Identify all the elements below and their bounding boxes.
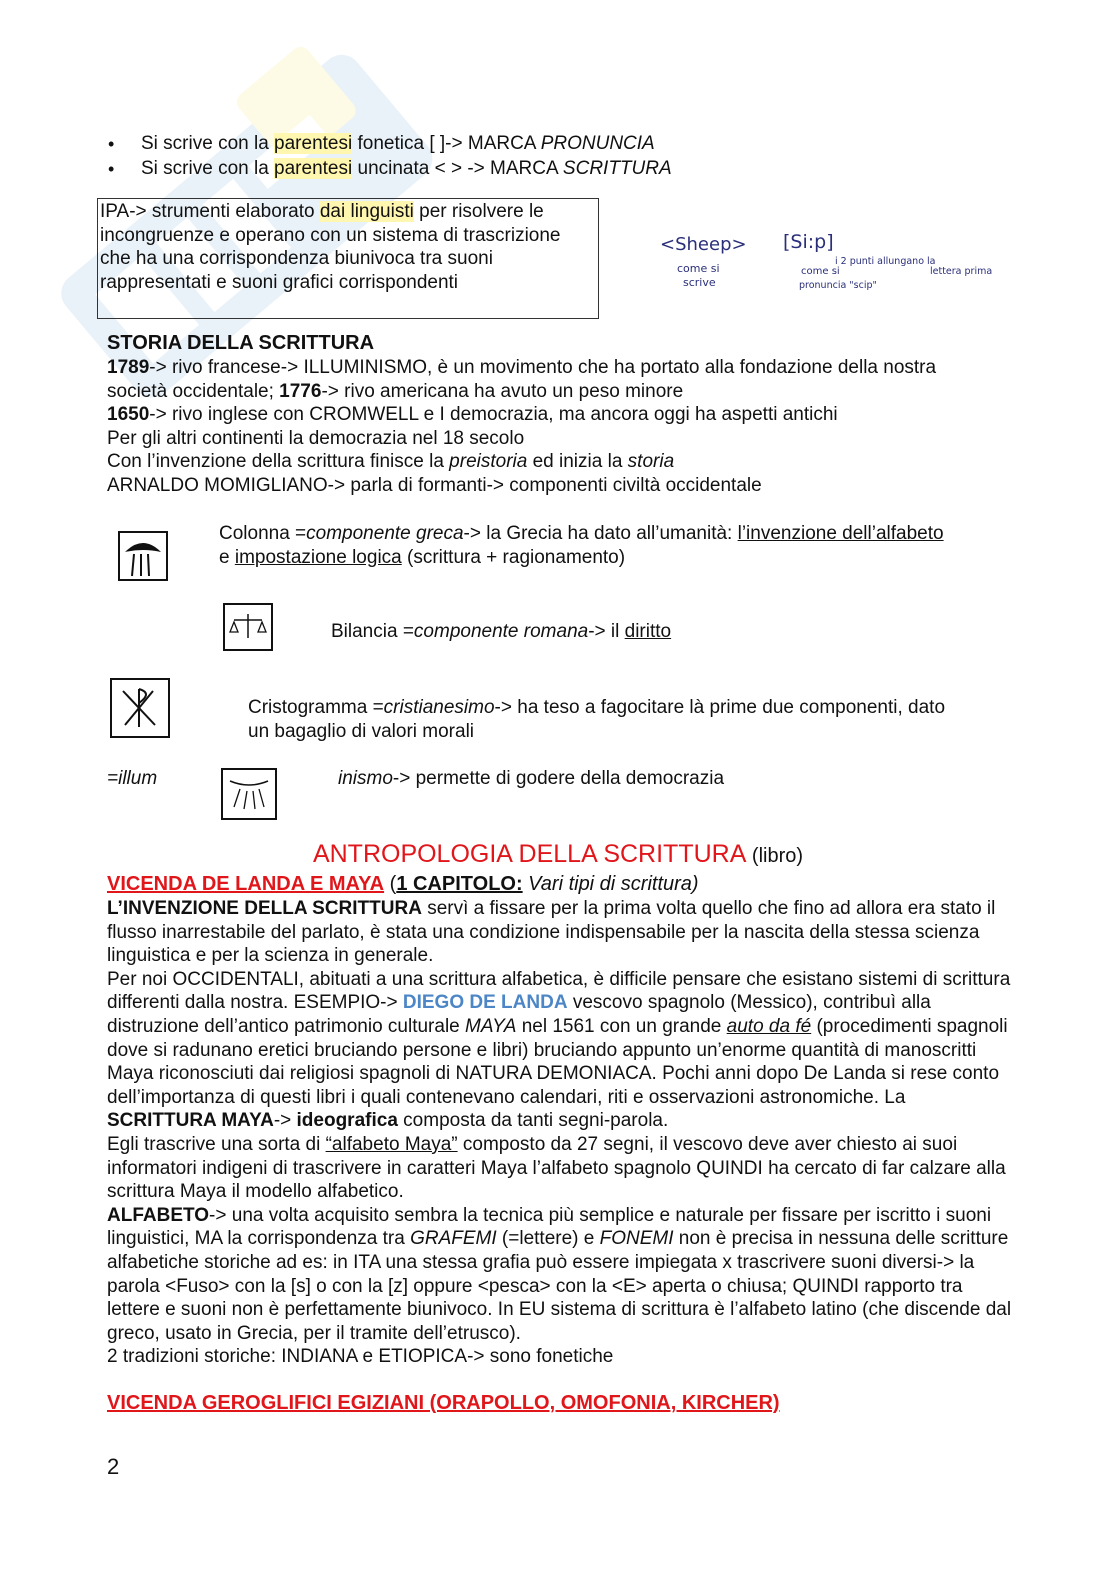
- hand-come-si-pron-2: pronuncia "scip": [799, 280, 877, 291]
- hand-come-si-pron-1: come si: [801, 266, 840, 277]
- scales-icon: [222, 602, 274, 652]
- hand-note: i 2 punti allungano la: [835, 256, 936, 267]
- hand-come-si-scrive-2: scrive: [683, 276, 716, 289]
- chi-rho-icon: [109, 677, 171, 739]
- illum-left-text: =illum: [107, 768, 158, 789]
- hand-sheep: <Sheep>: [660, 234, 747, 255]
- cristogramma-text: Cristogramma =cristianesimo-> ha teso a fagocitare là prime due componenti, dato un bagaglio di valori morali: [248, 697, 946, 742]
- storia-title: STORIA DELLA SCRITTURA: [107, 332, 375, 354]
- hand-come-si-scrive-1: come si: [677, 262, 720, 275]
- paragraph-de-landa: Per noi OCCIDENTALI, abituati a una scrittura alfabetica, è difficile pensare che esistano sistemi di scrittura differenti dalla nostra. ESEMPIO-> DIEGO DE LANDA vescovo spagnolo (Messico), contribuì alla distruzione dell’antico patrimonio culturale MAYA nel 1561 con un grande auto da fé (procedimenti spagnoli dove si radunano eretici bruciando persone e libri) bruciando appunto un’enorme quantità di manoscritti Maya riconosciuti dai religiosi spagnoli di NATURA DEMONIACA. Pochi anni dopo De Landa si rese conto dell’importanza di questi libri i quali contenevano calendari, riti e osservazioni astronomiche. La SCRITTURA MAYA-> ideografica composta da tanti segni-parola.: [107, 968, 1011, 1132]
- vicenda-de-landa-heading: VICENDA DE LANDA E MAYA (1 CAPITOLO: Vari tipi di scrittura): [107, 873, 699, 895]
- bullet-item: • Si scrive con la parentesi uncinata < > -> MARCA SCRITTURA: [108, 157, 672, 182]
- body-text: [107, 897, 1012, 1369]
- column-icon: [117, 530, 169, 582]
- paragraph-alfabeto-maya: Egli trascrive una sorta di “alfabeto Maya” composto da 27 segni, il vescovo deve aver chiesto ai suoi informatori indigeni di trascrivere in caratteri Maya l’alfabeto spagnolo QUINDI ha cercato di far calzare alla scrittura Maya il modello alfabetico.: [107, 1133, 1006, 1203]
- antropologia-heading: ANTROPOLOGIA DELLA SCRITTURA (libro): [312, 840, 804, 868]
- hand-note-2: lettera prima: [930, 266, 993, 277]
- handwritten-note: [655, 228, 1050, 298]
- paragraph-tradizioni: 2 tradizioni storiche: INDIANA e ETIOPICA-> sono fonetiche: [107, 1346, 614, 1368]
- bilancia-text: Bilancia =componente romana-> il diritto: [331, 621, 672, 642]
- illuminismo-text: inismo-> permette di godere della democrazia: [338, 768, 725, 789]
- enlightenment-icon: [220, 767, 278, 821]
- paragraph-alfabeto: ALFABETO-> una volta acquisito sembra la tecnica più semplice e naturale per fissare per iscritto i suoni linguistici, MA la corrispondenza tra GRAFEMI (=lettere) e FONEMI non è precisa in nessuna delle scritture alfabetiche storiche ad es: in ITA una stessa grafia può essere impiegata x trascrivere suoni diversi-> la parola <Fuso> con la [s] o con la [z] oppure <pesca> con la <E> aperta o chiusa; QUINDI rapporto tra lettere e suoni non è perfettamente biunivoco. In EU sistema di scrittura è l’alfabeto latino (che discende dal greco, usato in Grecia, per il tramite dell’etrusco).: [107, 1204, 1012, 1344]
- ipa-definition-box: IPA-> strumenti elaborato dai linguisti per risolvere le incongruenze e operano con un sistema di trascrizione che ha una corrispondenza biunivoca tra suoni rappresentati e suoni grafici corrispondenti: [97, 198, 599, 319]
- page-number: 2: [107, 1454, 120, 1479]
- vicenda-geroglifici-heading: VICENDA GEROGLIFICI EGIZIANI (ORAPOLLO, OMOFONIA, KIRCHER): [107, 1392, 780, 1414]
- bullet-list: [108, 132, 672, 182]
- colonna-text: Colonna =componente greca-> la Grecia ha dato all’umanità: l’invenzione dell’alfabeto e impostazione logica (scrittura + ragionamento): [219, 523, 944, 568]
- bullet-item: • Si scrive con la parentesi fonetica [ ]-> MARCA PRONUNCIA: [108, 132, 672, 157]
- storia-body: 1789-> rivo francese-> ILLUMINISMO, è un movimento che ha portato alla fondazione della nostra società occidentale; 1776-> rivo americana ha avuto un peso minore 1650-> rivo inglese con CROMWELL e I democrazia, ma ancora oggi ha aspetti antichi Per gli altri continenti la democrazia nel 18 secolo Con l’invenzione della scrittura finisce la preistoria ed inizia la storia ARNALDO MOMIGLIANO-> parla di formanti-> componenti civiltà occidentale: [107, 357, 937, 496]
- hand-phonetic: [Si:p]: [783, 231, 834, 253]
- paragraph-invenzione: L’INVENZIONE DELLA SCRITTURA servì a fissare per la prima volta quello che fino ad allora era stato il flusso inarrestabile del parlato, è stata una condizione indispensabile per la nascita della stessa scienza linguistica e per la scienza in generale.: [107, 898, 996, 967]
